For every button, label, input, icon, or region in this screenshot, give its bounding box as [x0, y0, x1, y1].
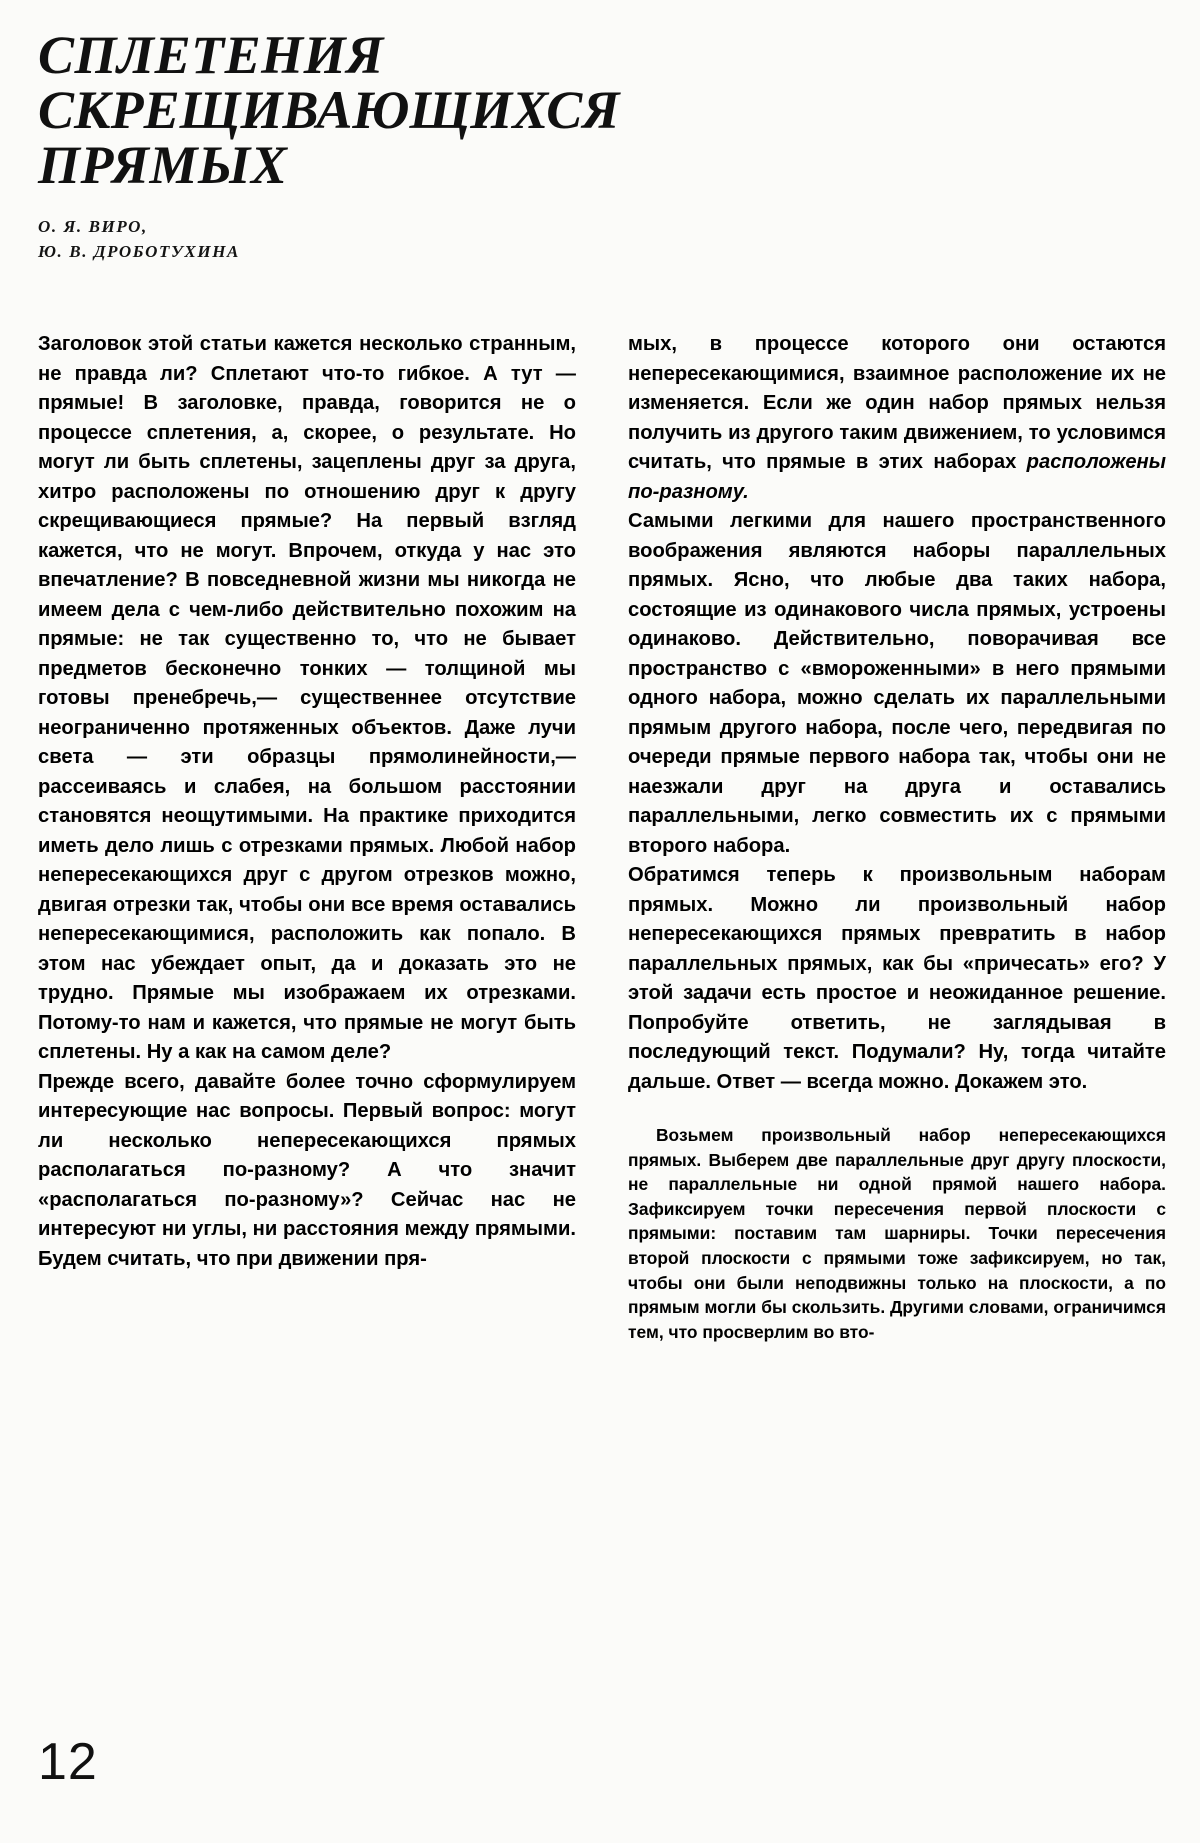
paragraph: Самыми легкими для нашего пространственного воображения являются наборы параллельных прямых. Ясно, что любые два таких набора, состоящие из одинакового числа прямых, устроены одинаково. Действительно, поворачивая все пространство с «вмороженными» в него прямыми одного набора, можно сделать их параллельными прямым другого набора, после чего, передвигая по очереди прямые первого набора так, чтобы они не наезжали друг на друга и оставались параллельными, легко совместить их с прямыми второго набора. [628, 510, 1166, 857]
title-line-2: СКРЕЩИВАЮЩИХСЯ [38, 80, 620, 141]
author-2: Ю. В. ДРОБОТУХИНА [38, 241, 240, 261]
paragraph: Возьмем произвольный набор непересекающихся прямых. Выберем две параллельные друг другу плоскости, не параллельные ни одной прямой нашего набора. Зафиксируем точки пересечения первой плоскости с прямыми: поставим там шарниры. Точки пересечения второй плоскости с прямыми тоже зафиксируем, но так, чтобы они были неподвижны только на плоскости, а по прямым могли бы скользить. Другими словами, ограничимся тем, что просверлим во вто- [628, 1125, 1166, 1342]
column-right [628, 330, 1166, 1344]
paragraph: Заголовок этой статьи кажется несколько странным, не правда ли? Сплетают что-то гибкое. А тут — прямые! В заголовке, правда, говорится не о процессе сплетения, а, скорее, о результате. Но могут ли быть сплетены, зацеплены друг за друга, хитро расположены по отношению друг к другу скрещивающиеся прямые? На первый взгляд кажется, что не могут. Впрочем, откуда у нас это впечатление? В повседневной жизни мы никогда не имеем дела с чем-либо действительно похожим на прямые: не так существенно то, что не бывает предметов бесконечно тонких — толщиной мы готовы пренебречь,— существеннее отсутствие неограниченно протяженных объектов. Даже лучи света — эти образцы прямолинейности,— рассеиваясь и слабея, на большом расстоянии становятся неощутимыми. На практике приходится иметь дело лишь с отрезками прямых. Любой набор непересекающихся друг с другом отрезков можно, двигая отрезки так, чтобы они все время оставались непересекающимися, расположить как попало. В этом нас убеждает опыт, да и доказать это не трудно. Прямые мы изображаем их отрезками. Потому-то нам и кажется, что прямые не могут быть сплетены. Ну а как на самом деле? [38, 333, 576, 1063]
authors [38, 215, 1168, 264]
title-line-3: ПРЯМЫХ [38, 135, 288, 196]
author-1: О. Я. ВИРО, [38, 217, 148, 237]
paragraph: Обратимся теперь к произвольным наборам прямых. Можно ли произвольный набор непересекающихся прямых превратить в набор параллельных прямых, как бы «причесать» его? У этой задачи есть простое и неожиданное решение. Попробуйте ответить, не заглядывая в последующий текст. Подумали? Ну, тогда читайте дальше. Ответ — всегда можно. Докажем это. [628, 864, 1166, 1093]
page-title [38, 25, 1168, 196]
emphasized-phrase: расположены по-разному. [628, 451, 1166, 503]
paragraph [628, 330, 1166, 507]
small-print-block [628, 1123, 1166, 1344]
title-line-1: СПЛЕТЕНИЯ [38, 25, 384, 85]
paragraph-text: мых, в процессе которого они остаются непересекающимися, взаимное расположение их не изменяется. Если же один набор прямых нельзя получить из другого таким движением, то условимся считать, что прямые в этих наборах [628, 333, 1166, 473]
page-number: 12 [38, 1733, 98, 1791]
paragraph: Прежде всего, давайте более точно сформулируем интересующие нас вопросы. Первый вопрос: могут ли несколько непересекающихся прямых располагаться по-разному? А что значит «располагаться по-разному»? Сейчас нас не интересуют ни углы, ни расстояния между прямыми. Будем считать, что при движении пря- [38, 1070, 576, 1270]
column-left [38, 330, 576, 1344]
article-body [38, 330, 1166, 1344]
article-header [38, 25, 1168, 265]
